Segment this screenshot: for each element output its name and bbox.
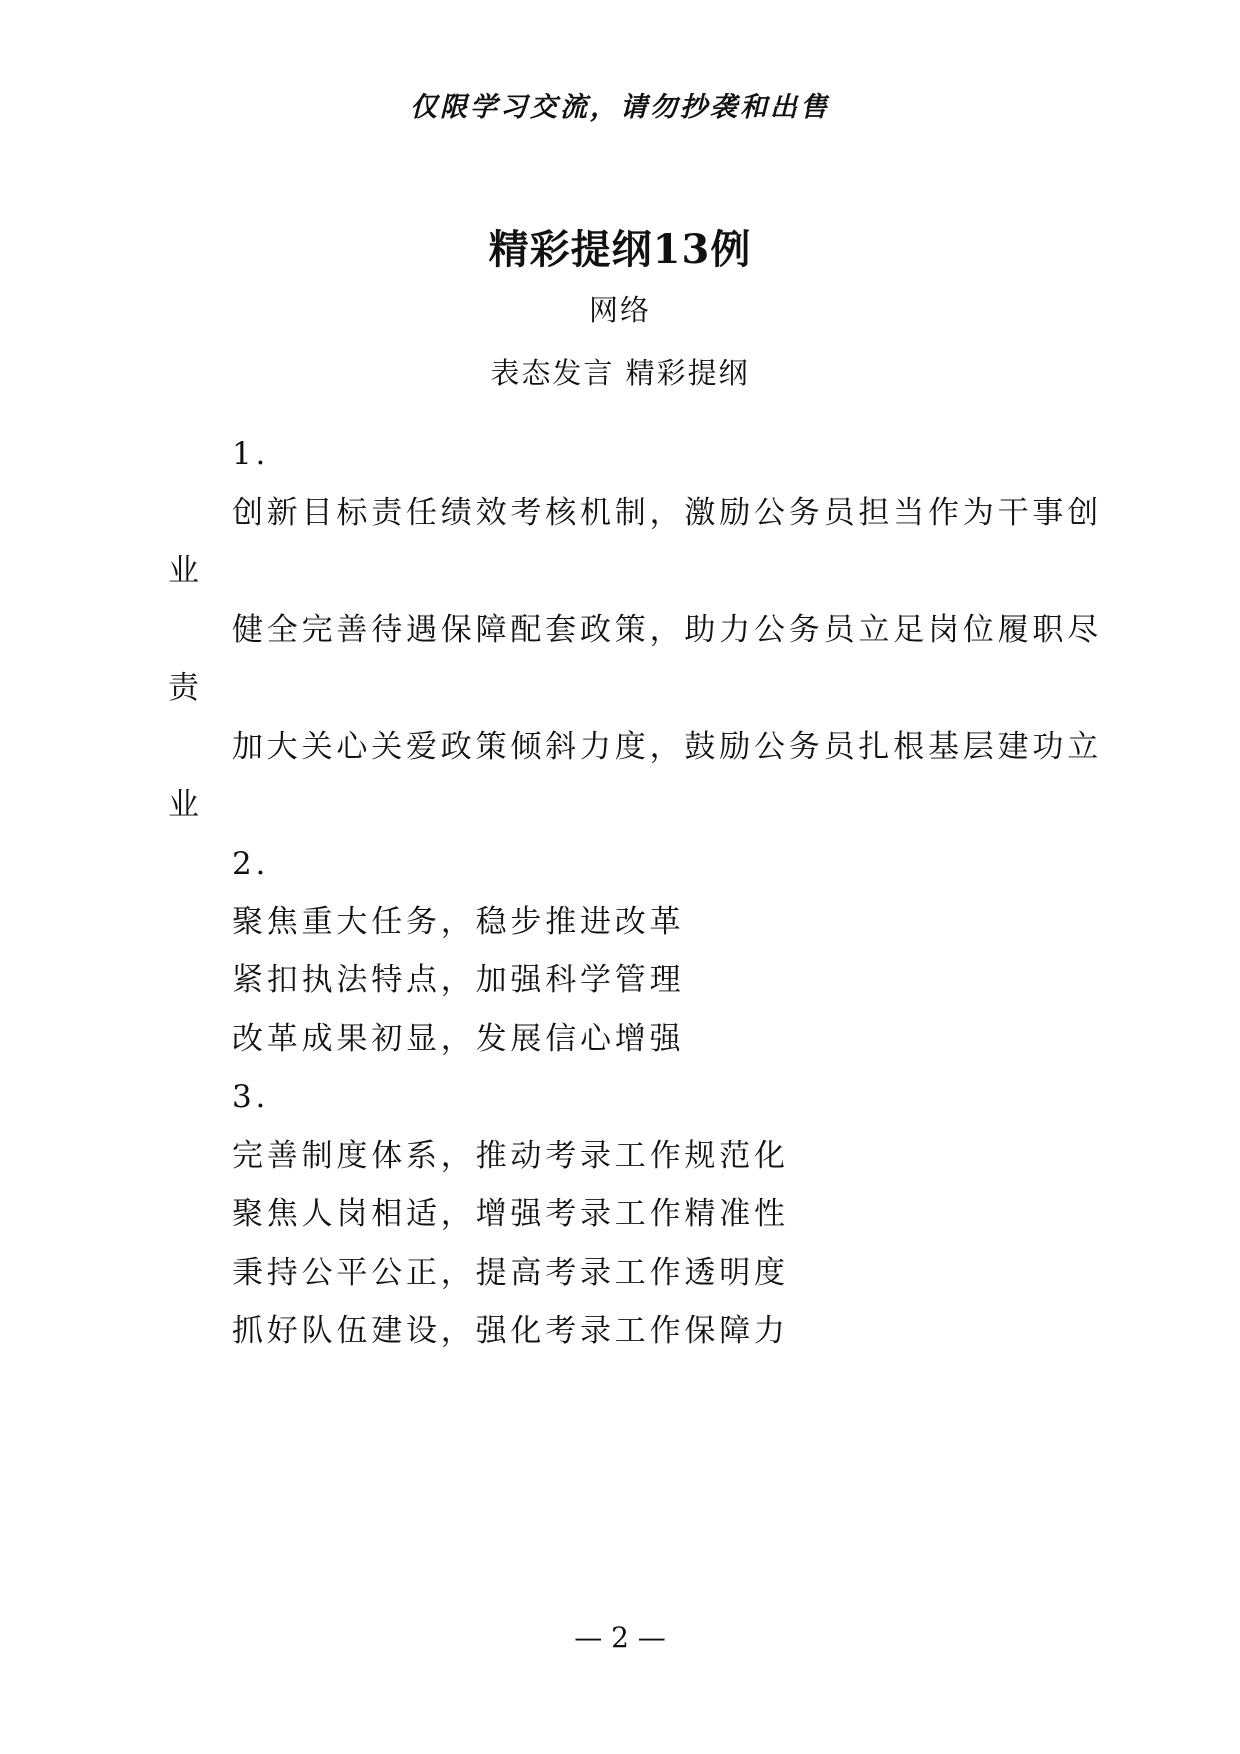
header-note: 仅限学习交流，请勿抄袭和出售 [410, 92, 830, 123]
section-1-item-2-line-2: 责 [168, 670, 203, 706]
document-source: 网络 [588, 293, 651, 327]
section-3-number: 3. [232, 1079, 270, 1115]
section-3-item-4: 抓好队伍建设，强化考录工作保障力 [232, 1313, 789, 1349]
section-1-number: 1. [232, 436, 270, 472]
section-1-item-1-line-1: 创新目标责任绩效考核机制，激励公务员担当作为干事创 [232, 495, 1102, 531]
section-2-item-2: 紧扣执法特点，加强科学管理 [232, 962, 685, 998]
section-3-item-2: 聚焦人岗相适，增强考录工作精准性 [232, 1196, 789, 1232]
section-3-item-3: 秉持公平公正，提高考录工作透明度 [232, 1255, 789, 1291]
section-3-item-1: 完善制度体系，推动考录工作规范化 [232, 1138, 789, 1174]
section-1-item-1-line-2: 业 [168, 553, 203, 589]
section-2-item-1: 聚焦重大任务，稳步推进改革 [232, 904, 685, 940]
section-1-item-3-line-1: 加大关心关爱政策倾斜力度，鼓励公务员扎根基层建功立 [232, 729, 1102, 765]
section-1-item-2-line-1: 健全完善待遇保障配套政策，助力公务员立足岗位履职尽 [232, 612, 1102, 648]
page-number: — 2 — [574, 1621, 666, 1654]
section-2-number: 2. [232, 846, 270, 882]
document-tags: 表态发言 精彩提纲 [490, 356, 750, 390]
document-title: 精彩提纲13例 [488, 226, 752, 273]
section-2-item-3: 改革成果初显，发展信心增强 [232, 1021, 685, 1057]
section-1-item-3-line-2: 业 [168, 787, 203, 823]
